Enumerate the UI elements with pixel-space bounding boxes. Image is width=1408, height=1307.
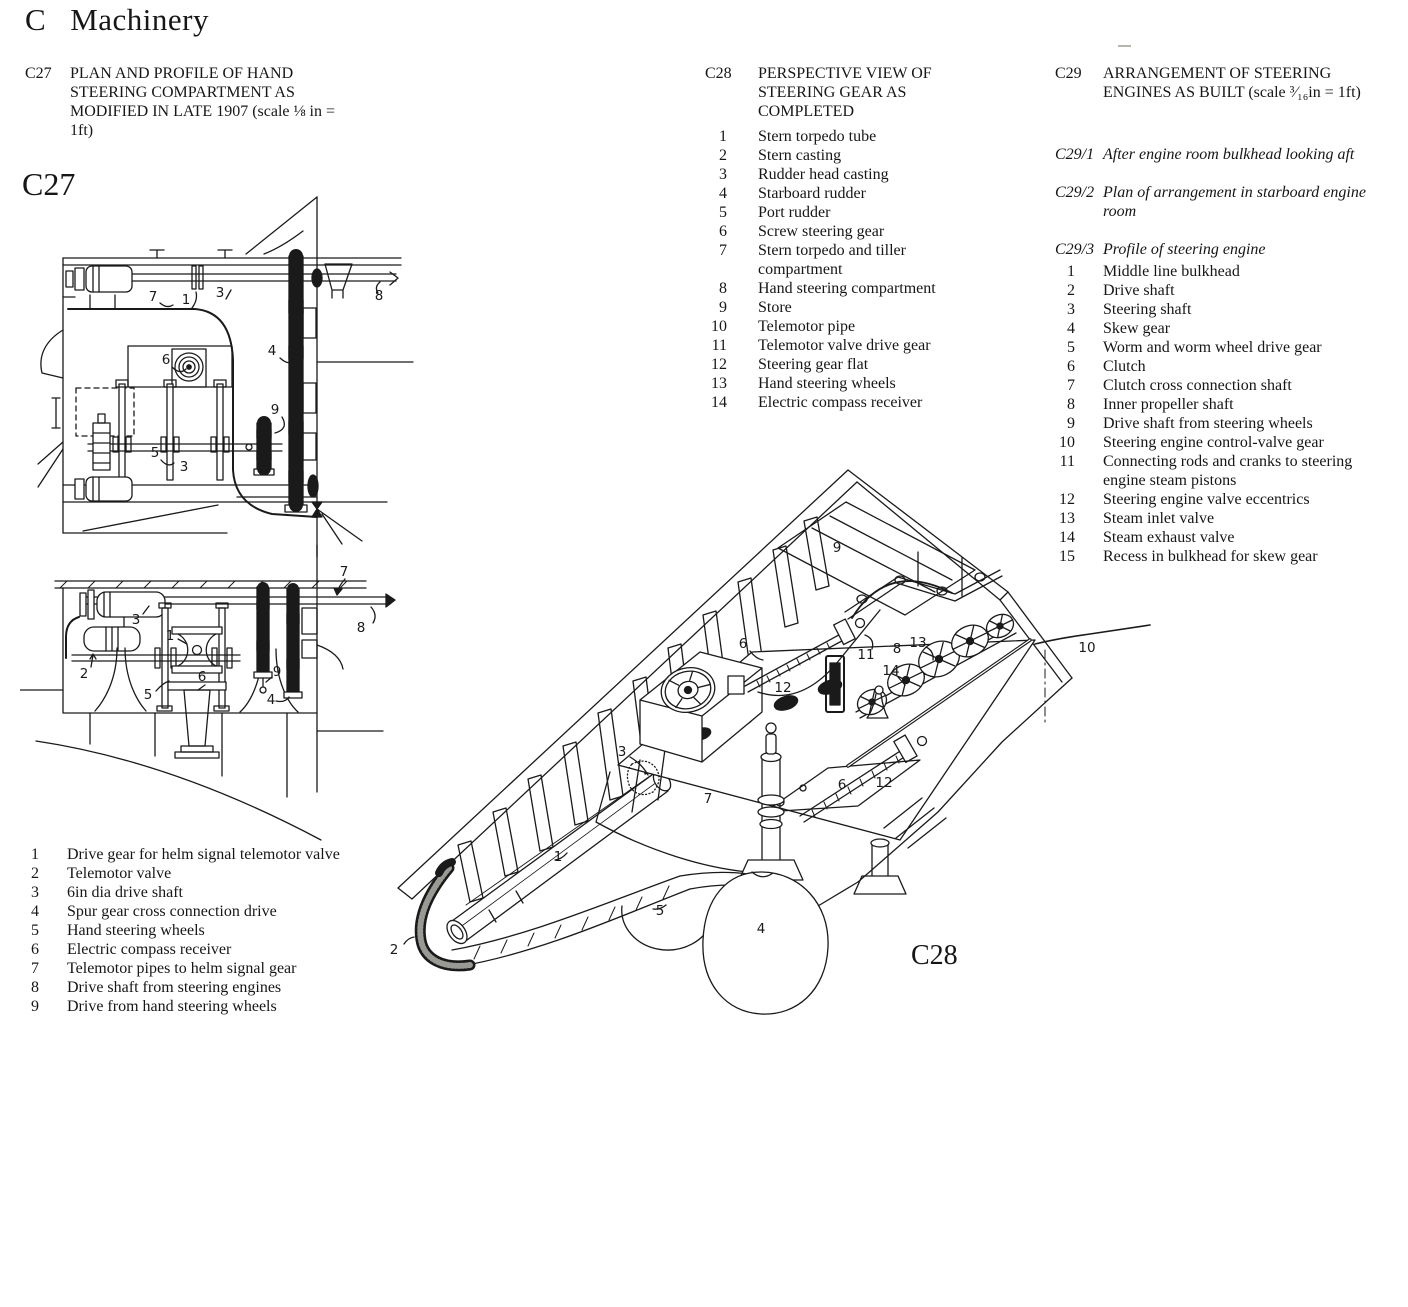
profile-leader-8 (371, 607, 375, 623)
legend-number: 2 (31, 865, 39, 882)
figure-callout: 3 (179, 459, 189, 475)
subfigure-c29-3 (1055, 240, 1385, 259)
legend-number: 4 (1067, 320, 1075, 337)
legend-number: 14 (1059, 529, 1075, 546)
figure-callout: 1 (181, 292, 191, 308)
legend-row (1055, 338, 1355, 357)
legend-row (1055, 376, 1355, 395)
telemotor-pipe-curve (852, 581, 952, 618)
plan-pinion-block (303, 433, 316, 460)
legend-row (25, 959, 347, 978)
subfigure-c29-2-caption: Plan of arrangement in starboard engine room (1103, 184, 1366, 220)
profile-wheel-shaft (72, 655, 240, 661)
legend-text: Connecting rods and cranks to steering engine steam pistons (1103, 453, 1353, 489)
legend-text: Electric compass receiver (67, 941, 232, 958)
figure-callout: 9 (832, 540, 842, 556)
caption-c28-ref: C28 (705, 65, 732, 82)
legend-row (25, 921, 347, 940)
profile-outside-lines (20, 690, 383, 731)
legend-text: Telemotor pipe (758, 318, 856, 335)
legend-row (705, 393, 973, 412)
legend-number: 5 (31, 922, 39, 939)
legend-text: Starboard rudder (758, 185, 866, 202)
legend-row (705, 241, 973, 279)
profile-deck (55, 581, 366, 588)
plan-lower-right-frames (317, 509, 362, 544)
plan-pipe-drops (63, 295, 115, 309)
figure-callout: 8 (356, 620, 366, 636)
legend-row (705, 317, 973, 336)
subfigure-c29-1-ref: C29/1 (1055, 146, 1095, 163)
legend-row (705, 355, 973, 374)
subfigure-c29-3-ref: C29/3 (1055, 241, 1095, 258)
legend-number: 6 (1067, 358, 1075, 375)
legend-text: Steam exhaust valve (1103, 529, 1235, 546)
legend-row (1055, 319, 1355, 338)
plan-pinion-block (303, 383, 316, 413)
figure-callout: 7 (339, 564, 349, 580)
figure-callout: 9 (270, 402, 280, 418)
figure-callout: 8 (374, 288, 384, 304)
profile-hull-curve (36, 741, 321, 840)
plan-coupling (199, 266, 203, 289)
legend-text: Worm and worm wheel drive gear (1103, 339, 1322, 356)
plan-shaft-arrow (376, 272, 398, 293)
figure-callout: 3 (215, 285, 225, 301)
starboard-rudder (703, 872, 828, 1014)
legend-number: 7 (31, 960, 39, 977)
legend-number: 15 (1059, 548, 1075, 565)
legend-number: 12 (1059, 491, 1075, 508)
figure-label-c27: C27 (22, 166, 76, 202)
figure-callout: 6 (161, 352, 171, 368)
legend-row (705, 336, 973, 355)
profile-deck-hatch (60, 581, 347, 588)
legend-text: Drive shaft from steering wheels (1103, 415, 1313, 432)
figure-label-c28: C28 (911, 940, 958, 971)
legend-number: 9 (719, 299, 727, 316)
legend-text: Drive from hand steering wheels (67, 998, 277, 1015)
figure-callout: 5 (150, 445, 160, 461)
figure-callout: 11 (857, 647, 875, 663)
figure-callout: 12 (774, 680, 792, 696)
legend-text: Clutch cross connection shaft (1103, 377, 1292, 394)
figure-callout: 7 (703, 791, 713, 807)
legend-row (705, 374, 973, 393)
legend-number: 8 (31, 979, 39, 996)
legend-row (1055, 262, 1355, 281)
legend-text: Steering shaft (1103, 301, 1192, 318)
legend-text: Steering engine valve eccentrics (1103, 491, 1310, 508)
figure-callout: 4 (267, 343, 277, 359)
legend-row (705, 184, 973, 203)
legend-number: 9 (1067, 415, 1075, 432)
figure-callout: 9 (272, 664, 282, 680)
figure-callout: 14 (882, 663, 900, 679)
figure-callout: 5 (655, 903, 665, 919)
figure-callout: 1 (553, 849, 563, 865)
c28-perspective-drawing (385, 455, 1185, 1035)
caption-c28-text: PERSPECTIVE VIEW OF STEERING GEAR AS COMPLETED (758, 65, 932, 120)
figure-callout: 8 (892, 641, 902, 657)
legend-row (705, 165, 973, 184)
plan-bearing (308, 475, 318, 497)
legend-row (1055, 433, 1355, 452)
figure-callout: 6 (837, 777, 847, 793)
legend-text: Hand steering wheels (67, 922, 205, 939)
plan-shaft-gland (312, 269, 322, 287)
legend-text: Rudder head casting (758, 166, 889, 183)
legend-text: Stern casting (758, 147, 842, 164)
legend-number: 8 (1067, 396, 1075, 413)
legend-text: Stern torpedo tube (758, 128, 877, 145)
plan-left-tick (52, 398, 60, 428)
legend-row (1055, 300, 1355, 319)
legend-text: Drive shaft (1103, 282, 1175, 299)
caption-c28 (705, 64, 963, 121)
legend-number: 10 (1059, 434, 1075, 451)
plan-lower-left-frames (38, 442, 63, 487)
figure-callout: 5 (143, 687, 153, 703)
plan-drive-shaft (132, 274, 396, 281)
profile-telemotor (97, 592, 165, 617)
legend-text: Clutch (1103, 358, 1146, 375)
legend-number: 13 (711, 375, 727, 392)
legend-row (705, 279, 973, 298)
figure-callout: 2 (79, 666, 89, 682)
legend-number: 6 (719, 223, 727, 240)
legend-text: Port rudder (758, 204, 831, 221)
plan-deck-fittings (150, 250, 232, 258)
legend-number: 2 (719, 147, 727, 164)
figure-callout: 12 (875, 775, 893, 791)
figure-callout: 10 (1078, 640, 1096, 656)
legend-row (1055, 395, 1355, 414)
legend-text: Steam inlet valve (1103, 510, 1215, 527)
caption-c29-ref: C29 (1055, 65, 1082, 82)
legend-number: 3 (719, 166, 727, 183)
legend-number: 7 (1067, 377, 1075, 394)
legend-row (1055, 414, 1355, 433)
section-letter: C (25, 2, 47, 37)
legend-c27 (25, 845, 347, 1016)
legend-text: Inner propeller shaft (1103, 396, 1234, 413)
figure-callout: 2 (389, 942, 399, 958)
legend-text: Middle line bulkhead (1103, 263, 1240, 280)
legend-number: 10 (711, 318, 727, 335)
figure-callout: 13 (909, 635, 927, 651)
plan-pinion-block (303, 308, 316, 338)
legend-row (705, 203, 973, 222)
figure-callout: 4 (756, 921, 766, 937)
plan-datum-marker (312, 502, 322, 517)
legend-number: 6 (31, 941, 39, 958)
caption-c27 (25, 64, 338, 140)
legend-number: 11 (711, 337, 727, 354)
legend-text: Telemotor valve (67, 865, 172, 882)
legend-number: 1 (31, 846, 39, 863)
legend-text: Screw steering gear (758, 223, 885, 240)
legend-row (705, 127, 973, 146)
legend-number: 1 (1067, 263, 1075, 280)
plan-left-frame-wedge (41, 330, 63, 378)
legend-row (1055, 281, 1355, 300)
legend-number: 13 (1059, 510, 1075, 527)
legend-number: 8 (719, 280, 727, 297)
section-title: Machinery (70, 2, 209, 37)
legend-number: 7 (719, 242, 727, 259)
subfigure-c29-2-ref: C29/2 (1055, 184, 1095, 201)
subfigure-c29-1 (1055, 145, 1385, 164)
plan-flat-rect (128, 346, 232, 387)
subfigure-c29-2 (1055, 183, 1385, 221)
figure-callout: 7 (148, 289, 158, 305)
legend-row (25, 864, 347, 883)
legend-number: 3 (1067, 301, 1075, 318)
figure-callout: 6 (738, 636, 748, 652)
legend-text: Telemotor valve drive gear (758, 337, 931, 354)
legend-text: Hand steering compartment (758, 280, 936, 297)
figure-callout: 3 (131, 612, 141, 628)
figure-callout: 1 (165, 628, 175, 644)
legend-row (25, 978, 347, 997)
legend-number: 5 (719, 204, 727, 221)
figure-callout: 3 (617, 744, 627, 760)
page-corner-mark (1118, 45, 1131, 47)
legend-text: Skew gear (1103, 320, 1171, 337)
plan-cross-shaft (88, 444, 282, 451)
legend-row (25, 883, 347, 902)
legend-text: Spur gear cross connection drive (67, 903, 277, 920)
subfigure-c29-1-caption: After engine room bulkhead looking aft (1103, 146, 1355, 163)
legend-number: 9 (31, 998, 39, 1015)
legend-row (705, 222, 973, 241)
steam-pipes (845, 570, 1002, 619)
c27-plan-profile-drawing (20, 190, 440, 850)
legend-row (1055, 357, 1355, 376)
figure-callout: 6 (197, 669, 207, 685)
legend-number: 2 (1067, 282, 1075, 299)
caption-c27-ref: C27 (25, 65, 52, 82)
legend-text: Recess in bulkhead for skew gear (1103, 548, 1318, 565)
port-rudder (622, 906, 712, 950)
legend-text: Stern torpedo and tiller compartment (758, 242, 906, 278)
legend-c28 (705, 127, 973, 412)
legend-row (25, 902, 347, 921)
legend-number: 5 (1067, 339, 1075, 356)
page-heading (25, 2, 209, 38)
legend-number: 3 (31, 884, 39, 901)
legend-text: Steering engine control-valve gear (1103, 434, 1324, 451)
legend-number: 1 (719, 128, 727, 145)
hull-stringer (466, 776, 650, 905)
legend-text: Hand steering wheels (758, 375, 896, 392)
legend-number: 4 (719, 185, 727, 202)
legend-number: 14 (711, 394, 727, 411)
legend-row (25, 997, 347, 1016)
legend-number: 4 (31, 903, 39, 920)
caption-c29 (1055, 64, 1377, 102)
legend-text: Store (758, 299, 792, 316)
caption-c27-text: PLAN AND PROFILE OF HAND STEERING COMPARTMENT AS MODIFIED IN LATE 1907 (scale ⅛ in = 1ft) (70, 65, 335, 139)
legend-number: 11 (1059, 453, 1075, 470)
legend-text: Telemotor pipes to helm signal gear (67, 960, 297, 977)
telemotor-pipe (1035, 625, 1150, 644)
legend-row (25, 940, 347, 959)
legend-text: Electric compass receiver (758, 394, 923, 411)
profile-elbow-pipe (66, 617, 79, 658)
ridge-edge (848, 470, 1008, 600)
legend-number: 12 (711, 356, 727, 373)
figure-callout: 4 (266, 692, 276, 708)
plan-coupling (192, 266, 196, 289)
legend-text: Drive gear for helm signal telemotor valve (67, 846, 340, 863)
caption-c29-text: ARRANGEMENT OF STEERING ENGINES AS BUILT (scale ³⁄₁₆in = 1ft) (1103, 65, 1361, 101)
legend-text: Drive shaft from steering engines (67, 979, 282, 996)
subfigure-c29-3-caption: Profile of steering engine (1103, 241, 1266, 258)
legend-row (705, 298, 973, 317)
legend-text: 6in dia drive shaft (67, 884, 183, 901)
legend-text: Steering gear flat (758, 356, 869, 373)
legend-row (705, 146, 973, 165)
plan-stern-diagonals (246, 197, 317, 254)
